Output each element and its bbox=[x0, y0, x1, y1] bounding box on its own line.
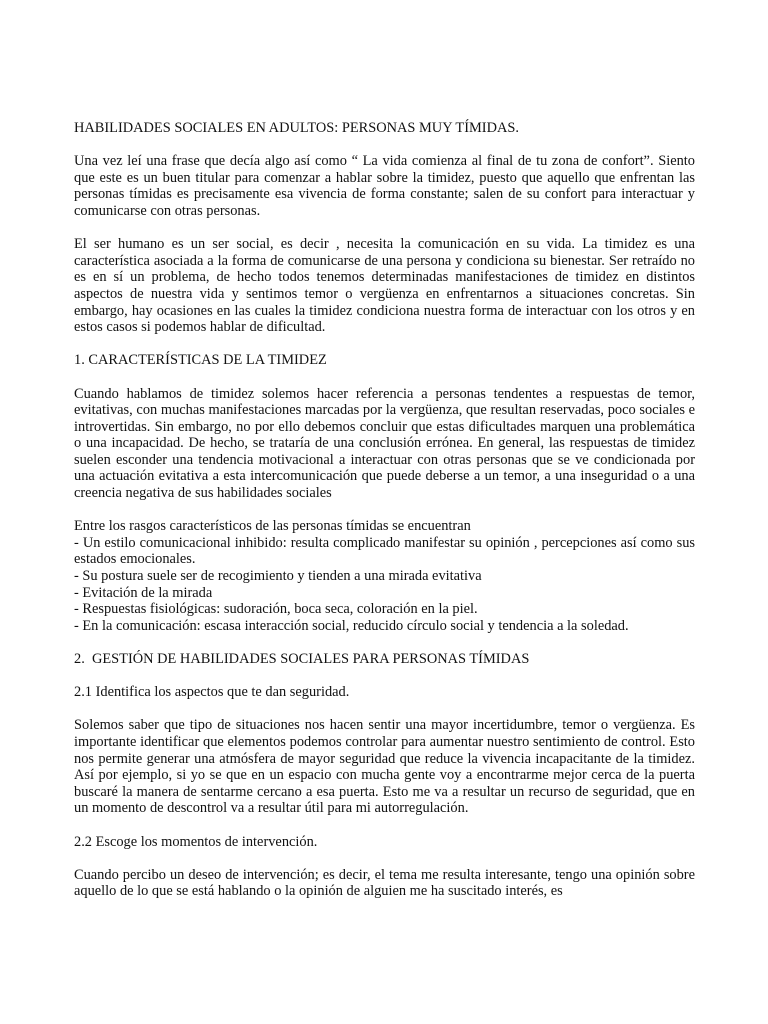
list-item: - Su postura suele ser de recogimiento y tienden a una mirada evitativa bbox=[74, 568, 482, 585]
section-2-heading: 2. GESTIÓN DE HABILIDADES SOCIALES PARA PERSONAS TÍMIDAS bbox=[74, 651, 530, 667]
intro-paragraph-1: Una vez leí una frase que decía algo así como “ La vida comienza al final de tu zona de confort”. Siento que este es un buen titular para comenzar a hablar sobre la timidez, puesto que aquello que enfrentan las personas tímidas es precisamente esa vivencia de forma constante; salen de su confort para interactuar y comunicarse con otras personas. bbox=[74, 153, 695, 219]
list-item: - Un estilo comunicacional inhibido: resulta complicado manifestar su opinión , percepciones así como sus estados emocionales. bbox=[74, 534, 695, 568]
section-2-2-heading: 2.2 Escoge los momentos de intervención. bbox=[74, 833, 318, 850]
document-title: HABILIDADES SOCIALES EN ADULTOS: PERSONAS MUY TÍMIDAS. bbox=[74, 120, 519, 136]
intro-paragraph-2: El ser humano es un ser social, es decir , necesita la comunicación en su vida. La timidez es una característica asociada a la forma de comunicarse de una persona y condiciona su bienestar. Ser retraído no es en sí un problema, de hecho todos tenemos determinadas manifestaciones de timidez en distintos aspectos de nuestra vida y sentimos temor o vergüenza en enfrentarnos a situaciones concretas. Sin embargo, hay ocasiones en las cuales la timidez condiciona nuestra forma de interactuar con los otros y en estos casos si podemos hablar de dificultad. bbox=[74, 236, 695, 336]
section-2-2-paragraph: Cuando percibo un deseo de intervención; es decir, el tema me resulta interesante, tengo una opinión sobre aquello de lo que se está hablando o la opinión de alguien me ha suscitado interés, es bbox=[74, 866, 695, 900]
section-1-heading: 1. CARACTERÍSTICAS DE LA TIMIDEZ bbox=[74, 352, 327, 369]
list-item: - En la comunicación: escasa interacción social, reducido círculo social y tendencia a la soledad. bbox=[74, 617, 629, 634]
traits-list-intro: Entre los rasgos característicos de las personas tímidas se encuentran bbox=[74, 518, 471, 535]
list-item: - Respuestas fisiológicas: sudoración, boca seca, coloración en la piel. bbox=[74, 601, 478, 618]
traits-list bbox=[74, 518, 695, 634]
section-2-1-paragraph: Solemos saber que tipo de situaciones nos hacen sentir una mayor incertidumbre, temor o vergüenza. Es importante identificar que elementos podemos controlar para aumentar nuestro sentimiento de control. Esto nos permite generar una atmósfera de mayor seguridad que reduce la vivencia incapacitante de la timidez. Así por ejemplo, si yo se que en un espacio con mucha gente voy a encontrarme mejor cerca de la puerta buscaré la manera de sentarme cercano a esa puerta. Esto me va a resultar un recurso de seguridad, que en un momento de descontrol va a resultar útil para mi autorregulación. bbox=[74, 717, 695, 817]
list-item: - Evitación de la mirada bbox=[74, 584, 213, 601]
section-2-1-heading: 2.1 Identifica los aspectos que te dan seguridad. bbox=[74, 684, 350, 701]
section-1-paragraph-1: Cuando hablamos de timidez solemos hacer referencia a personas tendentes a respuestas de temor, evitativas, con muchas manifestaciones marcadas por la vergüenza, que resultan reservadas, poco sociales e introvertidas. Sin embargo, no por ello debemos concluir que estas dificultades marquen una problemática o una incapacidad. De hecho, se trataría de una conclusión errónea. En general, las respuestas de timidez suelen esconder una tendencia motivacional a interactuar con otras personas que se ve condicionada por una actuación evitativa a esta intercomunicación que puede deberse a un temor, a una inseguridad o a una creencia negativa de sus habilidades sociales bbox=[74, 385, 695, 502]
